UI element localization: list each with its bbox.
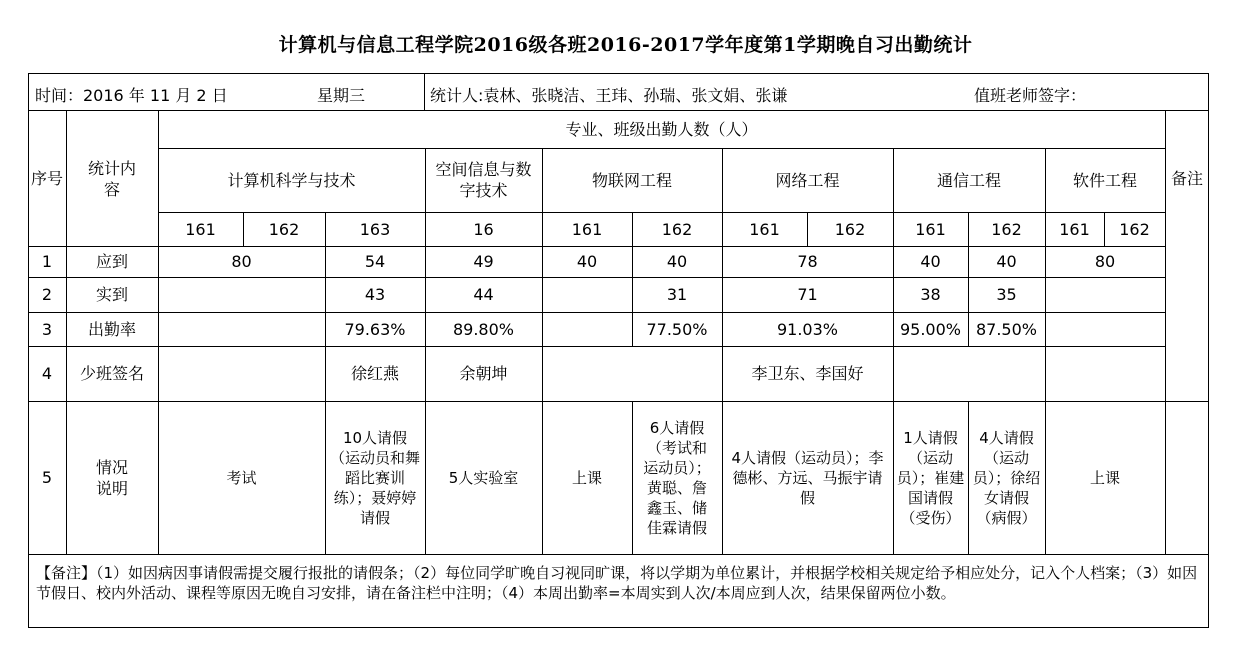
row5-space: 5人实验室: [448, 468, 519, 487]
row1-comm2: 40: [996, 252, 1017, 271]
major-cs: 计算机科学与技术: [227, 170, 356, 190]
row5-net: 4人请假（运动员）；李德彬、方远、马振宇请假: [731, 448, 884, 507]
row2-iot2: 31: [666, 285, 688, 304]
row5-iot2: 6人请假（考试和运动员）；黄聪、詹鑫玉、储佳霖请假: [643, 418, 711, 537]
row4-no: 4: [41, 364, 53, 383]
class-comm-162: 162: [991, 219, 1022, 239]
row1-comm1: 40: [920, 252, 941, 271]
row3-comm2: 87.50%: [975, 319, 1037, 339]
row1-soft: 80: [1094, 252, 1116, 271]
row3-space: 89.80%: [452, 319, 514, 339]
header-seq: 序号: [30, 169, 63, 188]
date-text: 时间：2016 年 11 月 2 日: [35, 86, 228, 105]
major-iot: 物联网工程: [591, 170, 672, 190]
row2-space: 44: [473, 285, 494, 304]
major-space: 空间信息与数字技术: [435, 160, 532, 200]
major-comm: 通信工程: [936, 170, 1001, 190]
row2-label: 实到: [95, 285, 128, 304]
major-software: 软件工程: [1072, 170, 1137, 190]
class-space-16: 16: [473, 219, 494, 239]
row2-no: 2: [41, 285, 53, 304]
row2-net: 71: [797, 285, 818, 304]
row4-net: 李卫东、李国好: [751, 364, 864, 383]
row3-label: 出勤率: [87, 319, 136, 339]
info-row: [28, 73, 1209, 111]
class-cs-163: 163: [359, 219, 391, 239]
row5-comm2: 4人请假（运动员）；徐绍女请假（病假）: [972, 428, 1041, 527]
row1-label: 应到: [95, 252, 128, 271]
major-network: 网络工程: [775, 170, 840, 190]
row1-iot2: 40: [666, 252, 688, 271]
header-content: 统计内容: [87, 158, 136, 199]
row2-comm2: 35: [996, 285, 1017, 304]
row5-soft: 上课: [1089, 468, 1120, 487]
row3-iot2: 77.50%: [646, 319, 708, 339]
row5-cs12: 考试: [226, 468, 257, 487]
row1-space: 49: [473, 252, 494, 271]
row3-cs3: 79.63%: [344, 319, 406, 339]
row3-net: 91.03%: [776, 319, 838, 339]
row1-cs3: 54: [364, 252, 386, 271]
row5-cs3: 10人请假（运动员和舞蹈比赛训练）；聂婷婷请假: [329, 428, 420, 527]
row4-space: 余朝坤: [459, 364, 508, 383]
page-title: 计算机与信息工程学院2016级各班2016-2017学年度第1学期晚自习出勤统计: [278, 34, 973, 56]
class-comm-161: 161: [915, 219, 946, 239]
row2-cs3: 43: [364, 285, 386, 304]
row5-comm1: 1人请假（运动员）；崔建国请假（受伤）: [896, 428, 965, 527]
row5-iot1: 上课: [571, 468, 602, 487]
row5-label: 情况说明: [95, 457, 128, 498]
class-iot-161: 161: [571, 219, 603, 239]
row4-cs3: 徐红燕: [350, 364, 399, 383]
class-iot-162: 162: [661, 219, 693, 239]
class-net-161: 161: [749, 219, 780, 239]
row1-net: 78: [797, 252, 818, 271]
row1-no: 1: [41, 252, 53, 271]
header-remark: 备注: [1170, 169, 1203, 188]
class-cs-162: 162: [268, 219, 300, 239]
class-net-162: 162: [834, 219, 866, 239]
class-soft-161: 161: [1059, 219, 1090, 239]
row3-comm1: 95.00%: [899, 319, 961, 339]
remarks-note: 【备注】（1）如因病因事请假需提交履行报批的请假条；（2）每位同学旷晚自习视同旷课，将以学期为单位累计，并根据学校相关规定给予相应处分，记入个人档案；（3）如因节假日、校内外活动、课程等原因无晚自习安排，请在备注栏中注明；（4）本周出勤率=本周实到人次/本周应到人次，结果保留两位小数。: [36, 564, 1198, 602]
teacher-sign-label: 值班老师签字：: [974, 86, 1087, 105]
row5-no: 5: [41, 468, 53, 487]
row4-label: 少班签名: [79, 364, 144, 383]
counters-text: 统计人:袁林、张晓洁、王玮、孙瑞、张文娟、张谦: [430, 86, 788, 105]
row3-no: 3: [41, 319, 53, 339]
class-soft-162: 162: [1119, 219, 1150, 239]
row1-cs12: 80: [231, 252, 252, 271]
weekday-text: 星期三: [317, 86, 366, 105]
row1-iot1: 40: [576, 252, 598, 271]
row2-comm1: 38: [920, 285, 941, 304]
class-cs-161: 161: [185, 219, 216, 239]
header-group-title: 专业、班级出勤人数（人）: [565, 120, 758, 139]
